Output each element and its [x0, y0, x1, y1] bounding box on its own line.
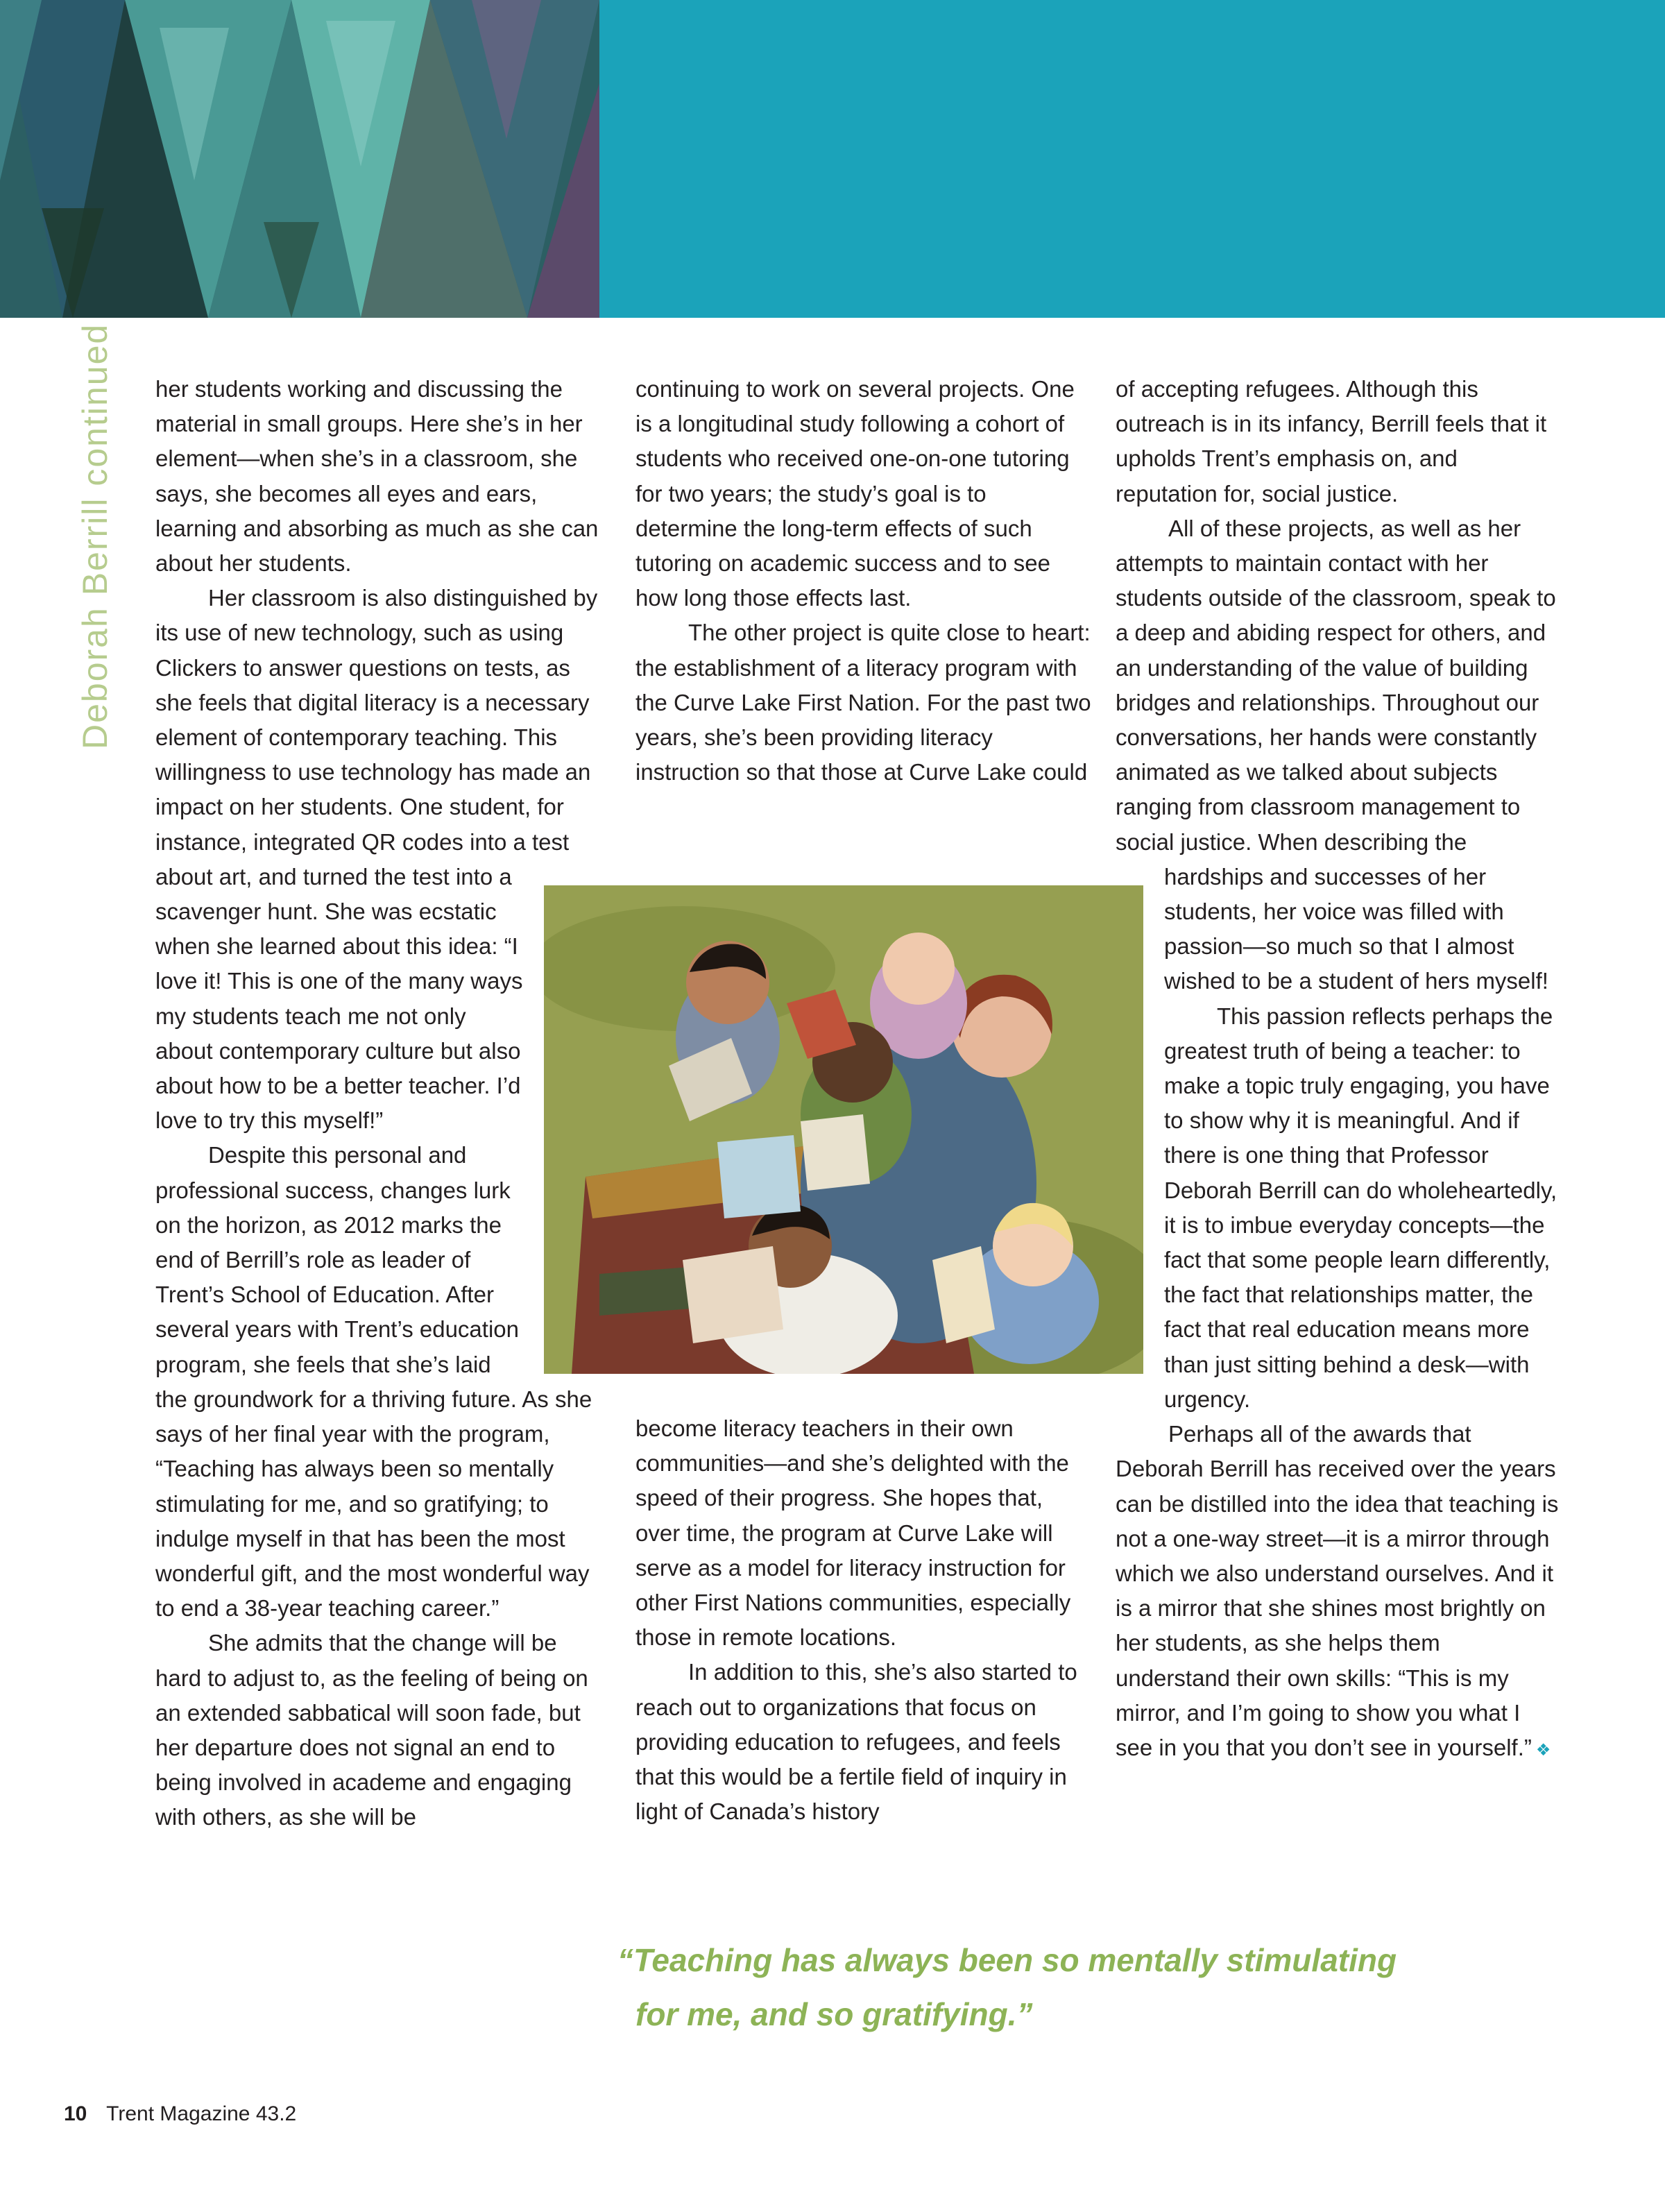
article-column-3 — [1116, 372, 1560, 1768]
article-column-2-continued — [635, 1411, 1093, 1829]
closing-paragraph-text: Perhaps all of the awards that Deborah Berrill has received over the years can be distilled into the idea that teaching is not a one-way street—it is a mirror through which we also understand ourselves. And it is a mirror that she shines most brightly on her students, as she helps them understand their own skills: “This is my mirror, and I’m going to show you what I see in you that you don’t see in yourself.” — [1116, 1421, 1559, 1760]
article-paragraph: of accepting refugees. Although this outreach is in its infancy, Berrill feels that it upholds Trent’s emphasis on, and reputation for, social justice. — [1116, 376, 1547, 507]
article-paragraph: All of these projects, as well as her attempts to maintain contact with her students outside of the classroom, speak to a deep and abiding respect for others, and an understanding of the value of building bridges and relationships. Throughout our conversations, her hands were constantly animated as we talked about subjects ranging from classroom management to social justice. When describing the hardships and successes of her students, her voice was filled with passion—so much so that I almost wished to be a student of hers myself! — [1116, 515, 1556, 994]
pull-quote-line-2: for me, and so gratifying.” — [635, 1996, 1033, 2032]
article-paragraph: She admits that the change will be hard to adjust to, as the feeling of being on an extended sabbatical will soon fade, but her departure does not signal an end to being involved in academe and engaging with others, as she will be — [155, 1630, 588, 1830]
article-paragraph: continuing to work on several projects. One is a longitudinal study following a cohort of students who received one-on-one tutoring for two years; the study’s goal is to determine the long-term effects of such tutoring on academic success and to see how long those effects last. — [635, 376, 1075, 611]
section-side-label: Deborah Berrill continued — [76, 323, 114, 749]
article-column-1 — [155, 372, 599, 1835]
teacher-with-children-photo — [544, 885, 1143, 1374]
paragraph-part-before-photo: The other project is quite close to heart: the establishment of a literacy program with the Curve Lake First Nation. For the past two years, she’s been providing literacy instruction so that those at Curve Lake could — [635, 620, 1091, 785]
pull-quote-line-1: “Teaching has always been so mentally stimulating — [617, 1942, 1397, 1978]
photo-illustration — [544, 885, 1143, 1374]
header-color-band — [599, 0, 1665, 318]
pull-quote — [617, 1933, 1450, 2041]
page-number: 10 — [64, 2102, 87, 2125]
article-paragraph — [635, 615, 1093, 790]
article-paragraph: This passion reflects perhaps the greatest truth of being a teacher: to make a topic truly engaging, you have to show why it is meaningful. And if there is one thing that Professor Deborah Berrill can do wholeheartedly, it is to imbue everyday concepts—the fact that some people learn differently, the fact that relationships matter, the fact that real education means more than just sitting behind a desk—with urgency. — [1164, 1003, 1557, 1412]
header-artwork — [0, 0, 599, 318]
article-paragraph: Despite this personal and professional success, changes lurk on the horizon, as 2012 marks the end of Berrill’s role as leader of Trent’s School of Education. After several years with Trent’s education program, she feels that she’s laid the groundwork for a thriving future. As she says of her final year with the program, “Teaching has always been so mentally stimulating for me, and so gratifying; to indulge myself in that has been the most wonderful gift, and the most wonderful way to end a 38-year teaching career.” — [155, 1142, 592, 1622]
article-column-2 — [635, 372, 1093, 790]
publication-name: Trent Magazine 43.2 — [106, 2102, 297, 2125]
article-paragraph — [1116, 1417, 1560, 1768]
article-paragraph-continued: become literacy teachers in their own communities—and she’s delighted with the speed of their progress. She hopes that, over time, the program at Curve Lake will serve as a model for literacy instruction for other First Nations communities, especially those in remote locations. — [635, 1415, 1071, 1651]
article-paragraph: her students working and discussing the material in small groups. Here she’s in her element—when she’s in a classroom, she says, she becomes all eyes and ears, learning and absorbing as much as she can about her students. — [155, 376, 599, 577]
page-footer — [64, 2102, 296, 2126]
end-mark-icon: ❖ — [1535, 1740, 1551, 1760]
article-paragraph: In addition to this, she’s also started to reach out to organizations that focus on providing education to refugees, and feels that this would be a fertile field of inquiry in light of Canada’s history — [635, 1659, 1077, 1825]
article-paragraph: Her classroom is also distinguished by its use of new technology, such as using Clickers to answer questions on tests, as she feels that digital literacy is a necessary element of contemporary teaching. This willingness to use technology has made an impact on her students. One student, for instance, integrated QR codes into a test about art, and turned the test into a scavenger hunt. She was ecstatic when she learned about this idea: “I love it! This is one of the many ways my students teach me not only about contemporary culture but also about how to be a better teacher. I’d love to try this myself!” — [155, 585, 598, 1134]
abstract-pattern-image — [0, 0, 599, 318]
